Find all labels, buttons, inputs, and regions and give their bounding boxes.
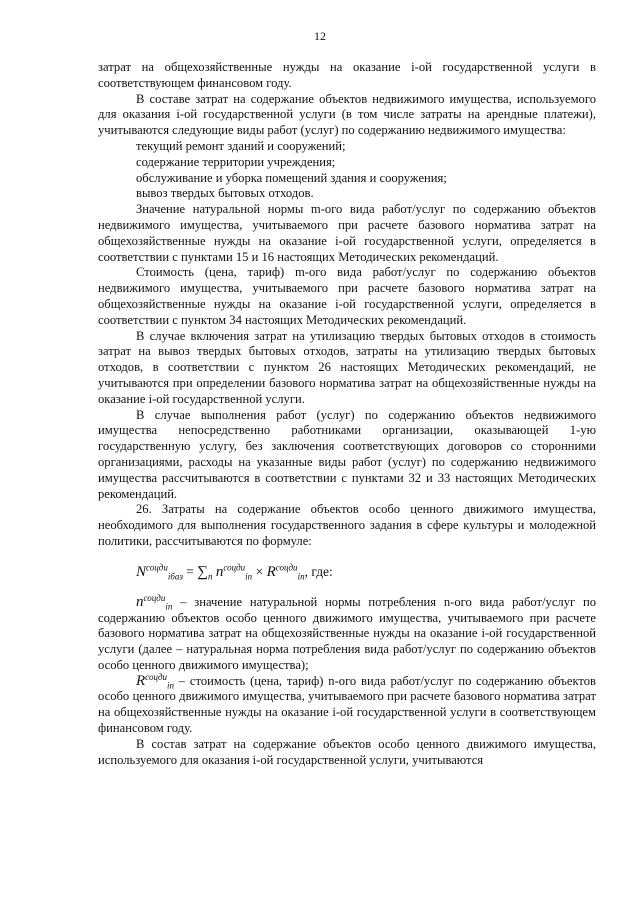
list-item: обслуживание и уборка помещений здания и сооружения; — [136, 170, 447, 185]
formula-r-sub: in — [297, 571, 305, 582]
definition-text: – значение натуральной нормы потребления n-ого вида работ/услуг по содержанию объектов особо ценного движимого имущества, учитываемого при расчете базового норматива затрат на общехозяйственные нужды на оказание i-ой государственной услуги (далее – натуральная норма потребления вида работ/услуг по содержанию объектов особо ценного движимого имущества); — [98, 594, 596, 672]
document-body — [98, 60, 596, 768]
definition-symbol-sup: соцди — [145, 671, 167, 682]
formula-lhs-sub: iбаз — [167, 571, 183, 582]
paragraph-waste-disposal: В случае включения затрат на утилизацию твердых бытовых отходов в стоимость затрат на вывоз твердых бытовых отходов, затраты на утилизацию твердых бытовых отходов, в соответствии с пунктом 26 настоящих Методических рекомендаций, не учитываются при определении базового норматива затрат на общехозяйственные нужды на оказание i-ой государственной услуги. — [98, 328, 596, 406]
formula-r-sup: соцди — [275, 562, 298, 573]
formula-r: R — [266, 563, 276, 580]
definition-symbol-sub: in — [167, 680, 175, 691]
works-list — [98, 139, 596, 202]
definition-text: – стоимость (цена, тариф) n-ого вида работ/услуг по содержанию объектов особо ценного движимого имущества, учитываемого при расчете базового норматива затрат на общехозяйственные нужды на оказание i-ой государственной услуги в соответствующем финансовом году. — [98, 673, 596, 736]
formula-lhs-sup: соцди — [146, 562, 168, 573]
paragraph-cost-tariff: Стоимость (цена, тариф) m-ого вида работ/услуг по содержанию объектов недвижимого имущества, учитываемого при расчете базового норматива затрат на общехозяйственные нужды на оказание i-ой государственной услуги, определяется в соответствии с пунктом 34 настоящих Методических рекомендаций. — [98, 265, 596, 327]
formula-n-sub: in — [245, 571, 253, 582]
paragraph-movable-property: В состав затрат на содержание объектов особо ценного движимого имущества, используемого для оказания i-ой государственной услуги, учитываются — [98, 736, 596, 767]
formula-lhs: N — [136, 563, 147, 580]
formula — [136, 561, 596, 583]
formula-n-sup: соцди — [223, 562, 246, 573]
paragraph-natural-norm: Значение натуральной нормы m-ого вида работ/услуг по содержанию объектов недвижимого имущества, учитываемого при расчете базового норматива затрат на общехозяйственные нужды на оказание i-ой государственной услуги, определяется в соответствии с пунктами 15 и 16 настоящих Методических рекомендаций. — [98, 202, 596, 264]
definition-symbol-sub: in — [165, 601, 173, 612]
paragraph-continuation: затрат на общехозяйственные нужды на оказание i-ой государственной услуги в соответствующем финансовом году. — [98, 60, 596, 90]
formula-n: n — [215, 563, 224, 580]
page-number: 12 — [314, 29, 326, 43]
list-item: текущий ремонт зданий и сооружений; — [136, 138, 346, 153]
paragraph-own-staff-works: В случае выполнения работ (услуг) по содержанию объектов недвижимого имущества непосредственно работниками организации, оказывающей 1-ую государственную услугу, без заключения соответствующих договоров со сторонними организациями, расходы на указанные виды работ (услуг) по содержанию недвижимого имущества рассчитываются в соответствии с пунктами 32 и 33 настоящих Методических рекомендаций. — [98, 407, 596, 501]
formula-tail: , где: — [304, 563, 333, 579]
definition-natural-norm — [98, 592, 596, 674]
list-item: содержание территории учреждения; — [136, 154, 336, 169]
definition-symbol-sup: соцди — [143, 592, 166, 603]
paragraph-item-26: 26. Затраты на содержание объектов особо ценного движимого имущества, необходимого для выполнения государственного задания в сфере культуры и молодежной политики, рассчитываются по формуле: — [98, 502, 596, 548]
definition-cost — [98, 671, 596, 737]
sum-index: n — [207, 571, 213, 582]
paragraph-real-estate-costs: В составе затрат на содержание объектов недвижимого имущества, используемого для оказания i-ой государственной услуги (в том числе затраты на арендные платежи), учитываются следующие виды работ (услуг) по содержанию недвижимого имущества: — [98, 91, 596, 138]
sum-symbol: ∑ — [197, 563, 208, 580]
formula-equals: = — [182, 563, 198, 579]
formula-times: × — [252, 563, 267, 579]
definition-symbol: n — [136, 593, 144, 610]
definition-symbol: R — [136, 672, 146, 689]
list-item: вывоз твердых бытовых отходов. — [136, 186, 314, 201]
